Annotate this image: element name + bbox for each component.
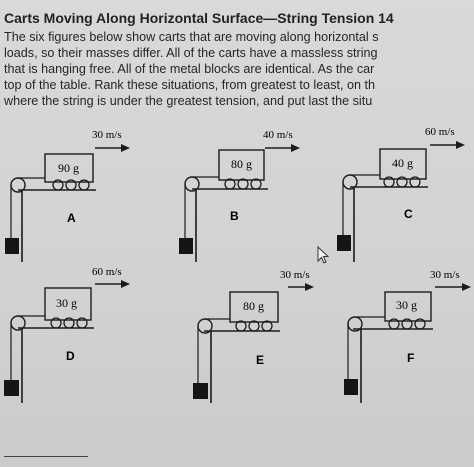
cart-diagram-e <box>190 263 340 403</box>
description-line: loads, so their masses differ. All of the carts have a massless string <box>4 46 378 60</box>
figure-a <box>0 122 150 262</box>
cart-mass: 90 g <box>58 161 79 175</box>
figure-letter: E <box>256 353 265 367</box>
description-line: where the string is under the greatest tension, and put last the situ <box>4 94 373 108</box>
figure-b <box>170 122 320 262</box>
figure-e <box>190 263 340 403</box>
cart-mass: 30 g <box>56 296 77 310</box>
speed-label: 30 m/s <box>430 269 460 281</box>
problem-description <box>4 29 474 109</box>
cart-diagram-f <box>335 263 474 403</box>
mouse-cursor-icon <box>317 246 331 266</box>
figure-letter: C <box>404 207 413 221</box>
velocity-arrowhead <box>456 141 465 149</box>
figure-c <box>330 122 474 262</box>
cart-mass: 30 g <box>396 298 417 312</box>
velocity-arrowhead <box>121 280 130 288</box>
metal-block <box>193 383 208 399</box>
cart-mass: 80 g <box>243 299 264 313</box>
cart-diagram-c <box>330 122 474 262</box>
velocity-arrowhead <box>305 283 314 291</box>
cart-diagram-a <box>0 122 150 262</box>
speed-label: 40 m/s <box>263 129 293 141</box>
metal-block <box>4 380 19 396</box>
description-line: top of the table. Rank these situations, from greatest to least, on th <box>4 78 376 92</box>
metal-block <box>179 238 193 254</box>
problem-title: Carts Moving Along Horizontal Surface—String Tension 14 <box>4 10 394 26</box>
cart-mass: 80 g <box>231 157 252 171</box>
figure-letter: A <box>67 211 76 225</box>
figure-letter: D <box>66 349 75 363</box>
description-line: that is hanging free. All of the metal blocks are identical. As the car <box>4 62 375 76</box>
metal-block <box>344 379 358 395</box>
metal-block <box>5 238 19 254</box>
figure-d <box>0 263 150 403</box>
speed-label: 30 m/s <box>92 129 122 141</box>
figure-f <box>335 263 474 403</box>
metal-block <box>337 235 351 251</box>
cart-diagram-d <box>0 263 150 403</box>
velocity-arrowhead <box>121 144 130 152</box>
velocity-arrowhead <box>291 144 300 152</box>
speed-label: 60 m/s <box>92 266 122 278</box>
description-line: The six figures below show carts that are moving along horizontal s <box>4 30 379 44</box>
speed-label: 30 m/s <box>280 269 310 281</box>
velocity-arrowhead <box>462 283 471 291</box>
figure-letter: B <box>230 209 239 223</box>
cart-diagram-b <box>170 122 320 262</box>
answer-line <box>4 456 88 457</box>
cart-mass: 40 g <box>392 156 413 170</box>
figure-letter: F <box>407 351 415 365</box>
speed-label: 60 m/s <box>425 126 455 138</box>
